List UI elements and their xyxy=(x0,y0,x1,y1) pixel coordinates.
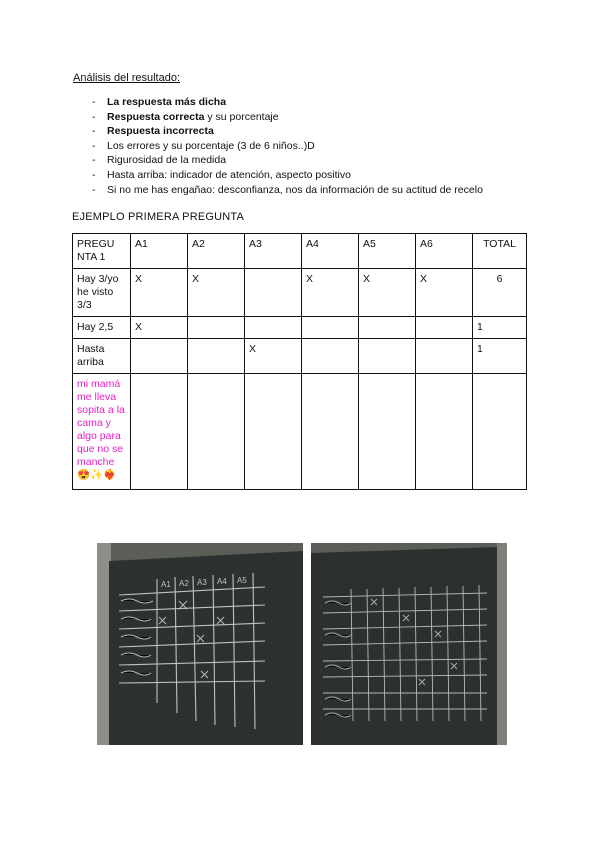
chalk-a3: A3 xyxy=(197,578,207,587)
total-cell: 1 xyxy=(473,317,527,339)
example-title: EJEMPLO PRIMERA PREGUNTA xyxy=(72,211,245,223)
table-cell xyxy=(245,317,302,339)
analysis-point xyxy=(92,124,483,139)
analysis-list xyxy=(92,95,483,197)
chalk-a4: A4 xyxy=(217,577,227,586)
analysis-point xyxy=(92,110,483,125)
row-label-pink: mi mamá me lleva sopita a la cama y algo para que no se manche 😍✨❤️‍🔥 xyxy=(73,374,131,490)
total-cell xyxy=(473,374,527,490)
table-cell xyxy=(359,339,416,374)
table-row xyxy=(73,374,527,490)
table-row xyxy=(73,269,527,317)
blackboard-photo-right xyxy=(311,543,507,745)
table-header-row xyxy=(73,234,527,269)
total-cell: 6 xyxy=(473,269,527,317)
header-a2: A2 xyxy=(188,234,245,269)
table-row xyxy=(73,339,527,374)
table-cell xyxy=(302,374,359,490)
table-cell: X xyxy=(302,269,359,317)
point-text: Rigurosidad de la medida xyxy=(107,154,227,167)
table-cell xyxy=(359,317,416,339)
table-cell: X xyxy=(131,269,188,317)
table-cell xyxy=(302,317,359,339)
point-bold: Respuesta incorrecta xyxy=(107,125,214,138)
table-cell: X xyxy=(131,317,188,339)
header-a6: A6 xyxy=(416,234,473,269)
table-cell: X xyxy=(245,339,302,374)
table-row xyxy=(73,317,527,339)
blackboard-image-right xyxy=(311,543,507,745)
table-cell: X xyxy=(416,269,473,317)
table-cell xyxy=(416,317,473,339)
table-cell: X xyxy=(359,269,416,317)
analysis-heading: Análisis del resultado: xyxy=(73,72,181,84)
total-cell: 1 xyxy=(473,339,527,374)
point-text: Los errores y su porcentaje (3 de 6 niños..)D xyxy=(107,139,315,152)
analysis-point xyxy=(92,139,483,154)
point-text: Si no me has engañao: desconfianza, nos da información de su actitud de recelo xyxy=(107,183,483,196)
table-cell xyxy=(188,317,245,339)
analysis-point xyxy=(92,153,483,168)
row-label: Hasta arriba xyxy=(73,339,131,374)
analysis-point xyxy=(92,183,483,198)
header-a4: A4 xyxy=(302,234,359,269)
table-cell xyxy=(416,339,473,374)
chalk-a2: A2 xyxy=(179,579,189,588)
point-text: Hasta arriba: indicador de atención, aspecto positivo xyxy=(107,168,351,181)
table-cell xyxy=(188,339,245,374)
analysis-point xyxy=(92,95,483,110)
header-a1: A1 xyxy=(131,234,188,269)
chalk-a1: A1 xyxy=(161,580,171,589)
point-bold: La respuesta más dicha xyxy=(107,96,227,108)
board-frame xyxy=(497,543,507,745)
header-a5: A5 xyxy=(359,234,416,269)
table-cell: X xyxy=(188,269,245,317)
table-cell xyxy=(131,374,188,490)
board-frame xyxy=(97,543,111,745)
table-cell xyxy=(245,269,302,317)
header-question: PREGU NTA 1 xyxy=(73,234,131,269)
table-cell xyxy=(302,339,359,374)
blackboard-image-left xyxy=(97,543,303,745)
answers-table xyxy=(72,233,527,490)
table-cell xyxy=(359,374,416,490)
chalk-a5: A5 xyxy=(237,576,247,585)
header-a3: A3 xyxy=(245,234,302,269)
table-cell xyxy=(131,339,188,374)
header-total: TOTAL xyxy=(473,234,527,269)
table-cell xyxy=(188,374,245,490)
point-bold: Respuesta correcta xyxy=(107,110,205,123)
table-cell xyxy=(245,374,302,490)
row-label: Hay 2,5 xyxy=(73,317,131,339)
analysis-point xyxy=(92,168,483,183)
table-cell xyxy=(416,374,473,490)
row-label: Hay 3/yo he visto 3/3 xyxy=(73,269,131,317)
blackboard-photo-left xyxy=(97,543,303,745)
point-text: y su porcentaje xyxy=(204,110,279,123)
